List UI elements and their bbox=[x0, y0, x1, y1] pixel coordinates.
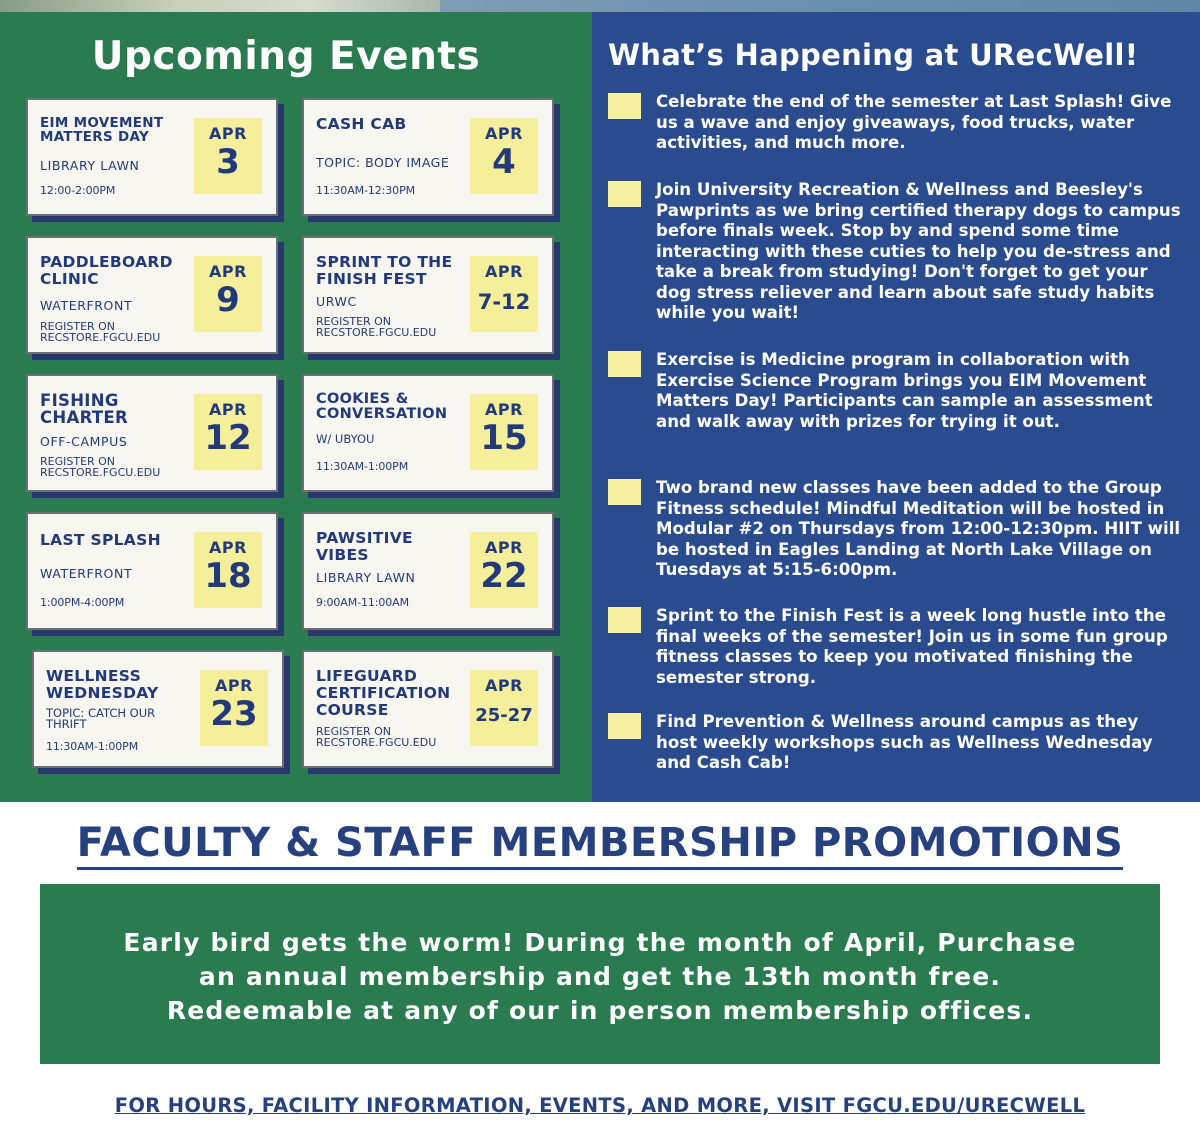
event-time: 11:30AM-1:00PM bbox=[46, 740, 139, 753]
event-time: 11:30AM-1:00PM bbox=[316, 460, 409, 473]
happening-item-text: Join University Recreation & Wellness and Beesley's Pawprints as we bring certified therapy dogs to campus before finals week. Stop by and spend some time interacting with these cuties to help you de-stress and take a break from studying! Don't forget to get your dog stress reliever and learn about safe study habits while you wait! bbox=[656, 180, 1181, 322]
event-title: CASH CAB bbox=[316, 115, 407, 133]
event-date-badge bbox=[470, 118, 538, 194]
event-card[interactable] bbox=[302, 374, 554, 492]
event-card[interactable] bbox=[26, 236, 278, 354]
event-title: SPRINT TO THE FINISH FEST bbox=[316, 253, 453, 288]
promotion-text bbox=[40, 926, 1160, 1028]
event-day: 4 bbox=[492, 142, 516, 182]
event-date-badge bbox=[194, 394, 262, 470]
event-date-badge bbox=[194, 256, 262, 332]
event-location: OFF-CAMPUS bbox=[40, 434, 128, 449]
event-title: LAST SPLASH bbox=[40, 531, 161, 549]
event-day: 3 bbox=[216, 142, 240, 182]
event-time: 1:00PM-4:00PM bbox=[40, 596, 125, 609]
event-day: 22 bbox=[480, 556, 528, 596]
event-month: APR bbox=[215, 676, 253, 695]
event-location: WATERFRONT bbox=[40, 566, 133, 581]
event-title: PAWSITIVE VIBES bbox=[316, 529, 413, 564]
event-title: EIM MOVEMENT MATTERS DAY bbox=[40, 115, 164, 145]
event-month: APR bbox=[209, 400, 247, 419]
event-card[interactable] bbox=[26, 512, 278, 630]
happening-item-text: Sprint to the Finish Fest is a week long hustle into the final weeks of the semester! Join us in some fun group fitness classes to keep you motivated finishing the semester strong. bbox=[656, 606, 1168, 687]
event-day: 12 bbox=[204, 418, 252, 458]
upcoming-events-title: Upcoming Events bbox=[91, 34, 481, 79]
event-location: LIBRARY LAWN bbox=[40, 158, 140, 173]
whats-happening-panel bbox=[592, 12, 1200, 802]
event-date-badge bbox=[200, 670, 268, 746]
event-day: 15 bbox=[480, 418, 528, 458]
event-date-badge bbox=[194, 118, 262, 194]
event-month: APR bbox=[485, 676, 523, 695]
event-time: 12:00-2:00PM bbox=[40, 184, 116, 197]
event-time: 9:00AM-11:00AM bbox=[316, 596, 410, 609]
event-month: APR bbox=[485, 124, 523, 143]
event-day: 9 bbox=[216, 280, 240, 320]
promotion-line: an annual membership and get the 13th month free. bbox=[198, 962, 1002, 991]
membership-promotions-heading-wrap bbox=[0, 820, 1200, 866]
event-register-info: REGISTER ON RECSTORE.FGCU.EDU bbox=[316, 315, 437, 339]
event-location: W/ UBYOU bbox=[316, 432, 375, 446]
event-title: COOKIES & CONVERSATION bbox=[316, 391, 448, 422]
footer-link-wrap bbox=[0, 1094, 1200, 1117]
event-day: 23 bbox=[210, 694, 258, 734]
checkbox-icon bbox=[608, 351, 641, 377]
event-title: FISHING CHARTER bbox=[40, 391, 128, 427]
checkbox-icon bbox=[608, 181, 641, 207]
whats-happening-title: What’s Happening at URecWell! bbox=[608, 38, 1139, 72]
event-month: APR bbox=[209, 262, 247, 281]
membership-promotions-heading: FACULTY & STAFF MEMBERSHIP PROMOTIONS bbox=[77, 820, 1124, 870]
header-photo-right bbox=[440, 0, 1200, 12]
promotion-line: Early bird gets the worm! During the month of April, Purchase bbox=[123, 928, 1077, 957]
event-month: APR bbox=[485, 538, 523, 557]
event-date-badge bbox=[470, 670, 538, 746]
event-register-info: REGISTER ON RECSTORE.FGCU.EDU bbox=[40, 320, 161, 344]
header-photo-strip bbox=[0, 0, 1200, 12]
event-date-badge bbox=[470, 394, 538, 470]
event-card[interactable] bbox=[302, 512, 554, 630]
event-card[interactable] bbox=[302, 236, 554, 354]
event-location: LIBRARY LAWN bbox=[316, 570, 416, 585]
event-card[interactable] bbox=[302, 98, 554, 216]
footer-website-link[interactable]: FOR HOURS, FACILITY INFORMATION, EVENTS, AND MORE, VISIT FGCU.EDU/URECWELL bbox=[114, 1094, 1086, 1117]
event-month: APR bbox=[209, 538, 247, 557]
happening-item-text: Exercise is Medicine program in collaboration with Exercise Science Program brings you EIM Movement Matters Day! Participants can sample an assessment and walk away with prizes for trying it out. bbox=[656, 350, 1153, 431]
event-card[interactable] bbox=[26, 98, 278, 216]
event-title: WELLNESS WEDNESDAY bbox=[46, 667, 159, 702]
event-month: APR bbox=[485, 262, 523, 281]
checkbox-icon bbox=[608, 713, 641, 739]
event-card[interactable] bbox=[26, 374, 278, 492]
event-register-info: REGISTER ON RECSTORE.FGCU.EDU bbox=[40, 455, 161, 479]
event-day: 25-27 bbox=[475, 705, 533, 726]
event-date-badge bbox=[194, 532, 262, 608]
upcoming-events-panel bbox=[0, 12, 592, 802]
event-detail: TOPIC: BODY IMAGE bbox=[316, 155, 450, 170]
event-time: 11:30AM-12:30PM bbox=[316, 184, 416, 197]
checkbox-icon bbox=[608, 607, 641, 633]
happening-item-text: Two brand new classes have been added to the Group Fitness schedule! Mindful Meditation will be hosted in Modular #2 on Thursdays from 12:00-12:30pm. HIIT will be hosted in Eagles Landing at North Lake Village on Tuesdays at 5:15-6:00pm. bbox=[656, 478, 1181, 579]
event-location: WATERFRONT bbox=[40, 298, 133, 313]
happening-item-text: Find Prevention & Wellness around campus as they host weekly workshops such as Wellness Wednesday and Cash Cab! bbox=[656, 712, 1153, 772]
event-month: APR bbox=[209, 124, 247, 143]
event-day: 18 bbox=[204, 556, 252, 596]
event-month: APR bbox=[485, 400, 523, 419]
header-photo-left bbox=[0, 0, 440, 12]
event-title: LIFEGUARD CERTIFICATION COURSE bbox=[316, 667, 451, 719]
event-date-badge bbox=[470, 256, 538, 332]
event-detail: TOPIC: CATCH OUR THRIFT bbox=[46, 706, 156, 731]
event-card[interactable] bbox=[32, 650, 284, 768]
event-location: URWC bbox=[316, 294, 357, 309]
promotion-line: Redeemable at any of our in person membership offices. bbox=[166, 996, 1034, 1025]
checkbox-icon bbox=[608, 93, 641, 119]
happening-item-text: Celebrate the end of the semester at Last Splash! Give us a wave and enjoy giveaways, food trucks, water activities, and much more. bbox=[656, 92, 1172, 152]
checkbox-icon bbox=[608, 479, 641, 505]
event-day: 7-12 bbox=[477, 290, 531, 314]
event-title: PADDLEBOARD CLINIC bbox=[40, 253, 173, 288]
event-date-badge bbox=[470, 532, 538, 608]
event-card[interactable] bbox=[302, 650, 554, 768]
event-register-info: REGISTER ON RECSTORE.FGCU.EDU bbox=[316, 725, 437, 749]
promotion-box bbox=[40, 884, 1160, 1064]
